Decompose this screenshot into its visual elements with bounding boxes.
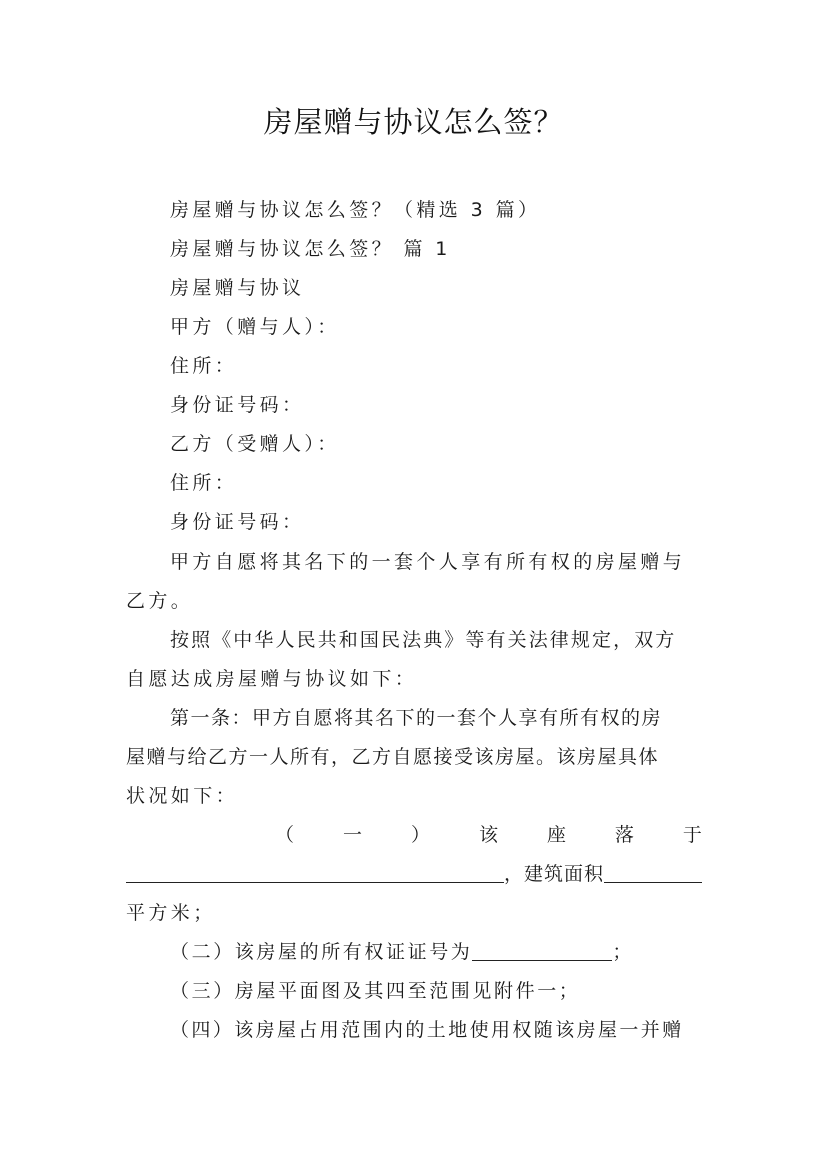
item-two-label: （二）该房屋的所有权证证号为	[170, 941, 473, 963]
spread-char: 于	[682, 824, 702, 846]
party-a-id: 身份证号码：	[170, 394, 305, 416]
item-two-end: ；	[612, 941, 635, 963]
item-four: （四）该房屋占用范围内的土地使用权随该房屋一并赠	[170, 1019, 684, 1041]
paragraph-line: 状况如下：	[126, 785, 239, 807]
spread-char: （	[275, 824, 295, 846]
paragraph-line: 甲方自愿将其名下的一套个人享有所有权的房屋赠与	[170, 551, 686, 573]
paragraph-line: 房屋赠与协议怎么签？ 篇 1	[170, 238, 451, 260]
paragraph-line: 房屋赠与协议	[170, 277, 305, 299]
paragraph-line: 屋赠与给乙方一人所有，乙方自愿接受该房屋。该房屋具体	[126, 746, 660, 768]
spread-char: 座	[546, 824, 566, 846]
area-blank	[604, 860, 702, 883]
paragraph-line: 第一条：甲方自愿将其名下的一套个人享有所有权的房	[170, 707, 663, 729]
spread-char: ）	[410, 824, 430, 846]
document-title: 房屋赠与协议怎么签？	[263, 105, 564, 139]
area-label: ，建筑面积	[504, 863, 605, 885]
item-three: （三）房屋平面图及其四至范围见附件一；	[170, 980, 581, 1002]
location-line	[275, 816, 702, 855]
certificate-number-blank	[472, 938, 612, 961]
spread-char: 该	[478, 824, 498, 846]
paragraph-line: 乙方。	[126, 590, 194, 612]
party-b-label: 乙方（受赠人）：	[170, 433, 340, 455]
party-a-label: 甲方（赠与人）：	[170, 316, 340, 338]
paragraph-line: 房屋赠与协议怎么签？（精选 3 篇）	[170, 199, 541, 221]
spread-char: 落	[614, 824, 634, 846]
party-a-address: 住所：	[170, 355, 238, 377]
item-two	[170, 933, 702, 972]
party-b-id: 身份证号码：	[170, 511, 305, 533]
party-b-address: 住所：	[170, 472, 238, 494]
paragraph-line: 按照《中华人民共和国民法典》等有关法律规定，双方	[170, 629, 677, 651]
area-unit: 平方米；	[126, 902, 216, 924]
area-line	[126, 855, 702, 894]
paragraph-line: 自愿达成房屋赠与协议如下：	[126, 668, 418, 690]
location-blank	[126, 860, 504, 883]
spread-char: 一	[342, 824, 362, 846]
